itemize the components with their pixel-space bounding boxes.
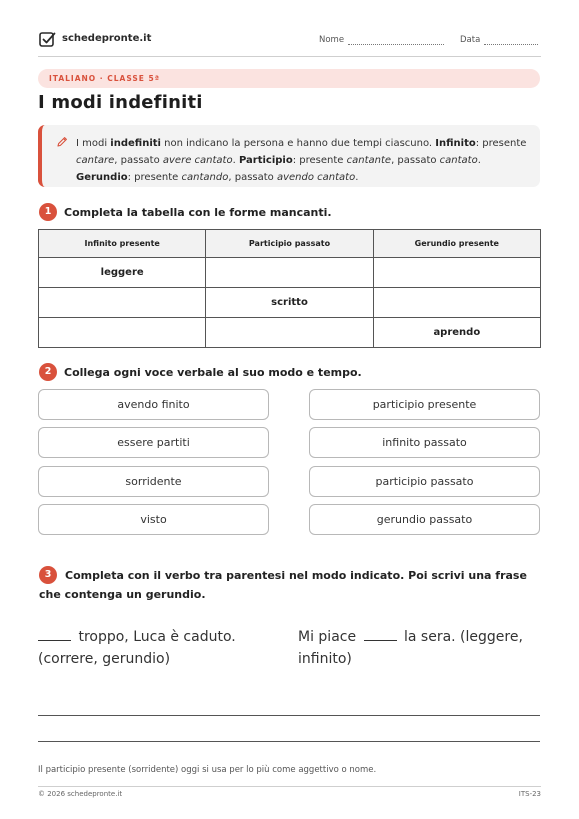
column-header: Participio passato (206, 230, 373, 258)
writing-line[interactable] (38, 741, 540, 742)
table-cell: leggere (39, 258, 206, 288)
answer-cell[interactable] (39, 288, 206, 318)
fill-item-1: troppo, Luca è caduto. (correre, gerundio) (38, 629, 236, 667)
answer-cell[interactable] (206, 318, 373, 348)
match-left-item[interactable]: essere partiti (38, 427, 269, 458)
date-label: Data (460, 35, 481, 45)
answer-cell[interactable] (373, 288, 540, 318)
footnote: Il participio presente (sorridente) oggi si usa per lo più come aggettivo o nome. (38, 765, 377, 775)
table-row (39, 288, 541, 318)
exercise-2-instruction: Collega ogni voce verbale al suo modo e tempo. (64, 366, 362, 379)
footer-divider (38, 786, 541, 787)
exercise-3-instruction: Completa con il verbo tra parentesi nel modo indicato. Poi scrivi una frase che contenga un gerundio. (39, 569, 527, 601)
answer-blank[interactable] (364, 640, 397, 641)
copyright: © 2026 schedepronte.it (38, 790, 123, 798)
brand-name: schedepronte.it (62, 33, 152, 44)
page-title: I modi indefiniti (38, 92, 203, 113)
table-row (39, 258, 541, 288)
table-header-row (39, 230, 541, 258)
match-left-item[interactable]: sorridente (38, 466, 269, 497)
exercise-3-number: 3 (39, 566, 57, 584)
writing-line[interactable] (38, 715, 540, 716)
exercise-1-number: 1 (39, 203, 57, 221)
subject-tag: ITALIANO · CLASSE 5ª (38, 69, 540, 88)
table-cell: scritto (206, 288, 373, 318)
intro-box (38, 125, 540, 187)
header-divider (38, 56, 541, 57)
name-line (348, 37, 444, 45)
checkbox-logo-icon (39, 31, 56, 48)
match-right-item[interactable]: participio passato (309, 466, 540, 497)
date-line (484, 37, 538, 45)
sheet-code: ITS-23 (518, 790, 541, 798)
date-field[interactable] (460, 35, 538, 45)
pencil-icon (56, 136, 68, 148)
match-right-item[interactable]: participio presente (309, 389, 540, 420)
answer-cell[interactable] (206, 258, 373, 288)
name-label: Nome (319, 35, 345, 45)
match-left-item[interactable]: avendo finito (38, 389, 269, 420)
column-header: Gerundio presente (373, 230, 540, 258)
exercise-1-instruction: Completa la tabella con le forme mancanti. (64, 206, 332, 219)
match-left-item[interactable]: visto (38, 504, 269, 535)
answer-blank[interactable] (38, 640, 71, 641)
verb-table (38, 229, 541, 348)
match-right-item[interactable]: infinito passato (309, 427, 540, 458)
table-row (39, 318, 541, 348)
intro-text: I modi indefiniti non indicano la persona e hanno due tempi ciascuno. Infinito: presente cantare, passato avere cantato. Participio: presente cantante, passato cantato. Gerundio: presente cantando, passato avendo cantato. (76, 138, 527, 183)
answer-cell[interactable] (373, 258, 540, 288)
table-cell: aprendo (373, 318, 540, 348)
exercise-2-number: 2 (39, 363, 57, 381)
column-header: Infinito presente (39, 230, 206, 258)
answer-cell[interactable] (39, 318, 206, 348)
name-field[interactable] (319, 35, 444, 45)
match-right-item[interactable]: gerundio passato (309, 504, 540, 535)
fill-item-2: Mi piace la sera. (leggere, infinito) (298, 629, 523, 667)
